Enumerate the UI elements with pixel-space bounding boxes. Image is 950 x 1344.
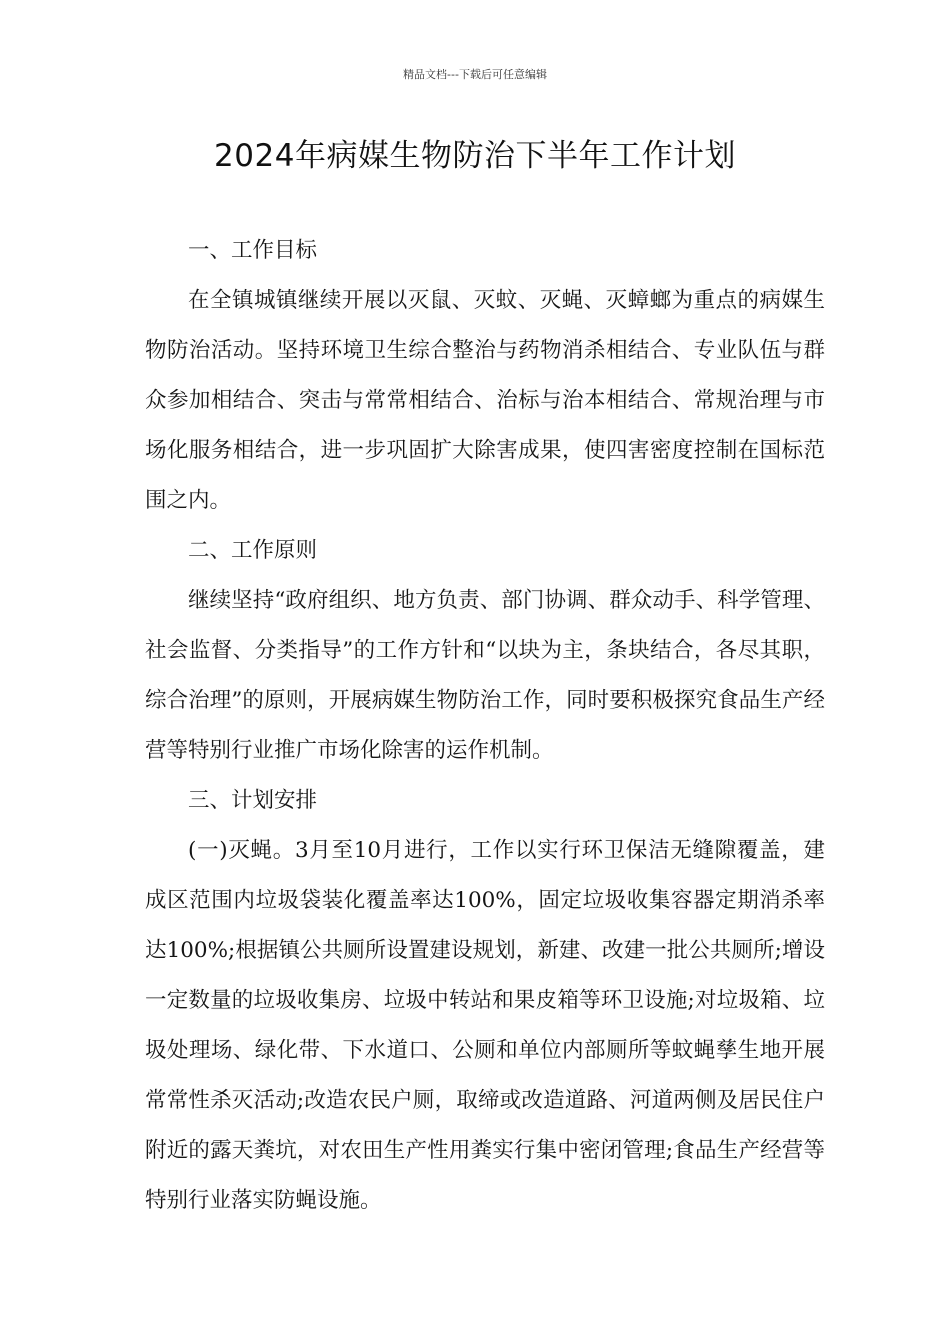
section-heading-plan: 三、计划安排 [188,788,318,813]
paragraph-principles: 继续坚持“政府组织、地方负责、部门协调、群众动手、科学管理、社会监督、分类指导”的工作方针和“以块为主，条块结合，各尽其职，综合治理”的原则，开展病媒生物防治工作，同时要积极探究食品生产经营等特别行业推广市场化除害的运作机制。 [145,588,825,763]
paragraph-fly-control: (一)灭蝇。3月至10月进行，工作以实行环卫保洁无缝隙覆盖，建成区范围内垃圾袋装化覆盖率达100%，固定垃圾收集容器定期消杀率达100%;根据镇公共厕所设置建设规划，新建、改建一批公共厕所;增设一定数量的垃圾收集房、垃圾中转站和果皮箱等环卫设施;对垃圾箱、垃圾处理场、绿化带、下水道口、公厕和单位内部厕所等蚊蝇孳生地开展常常性杀灭活动;改造农民户厕，取缔或改造道路、河道两侧及居民住户附近的露天粪坑，对农田生产性用粪实行集中密闭管理;食品生产经营等特别行业落实防蝇设施。 [145,838,825,1213]
document-body [145,226,825,1226]
document-title: 2024年病媒生物防治下半年工作计划 [214,138,736,174]
section-heading-goals: 一、工作目标 [188,238,318,263]
header-note: 精品文档---下载后可任意编辑 [403,68,547,81]
paragraph-goals: 在全镇城镇继续开展以灭鼠、灭蚊、灭蝇、灭蟑螂为重点的病媒生物防治活动。坚持环境卫生综合整治与药物消杀相结合、专业队伍与群众参加相结合、突击与常常相结合、治标与治本相结合、常规治理与市场化服务相结合，进一步巩固扩大除害成果，使四害密度控制在国标范围之内。 [145,288,825,513]
section-heading-principles: 二、工作原则 [188,538,318,563]
